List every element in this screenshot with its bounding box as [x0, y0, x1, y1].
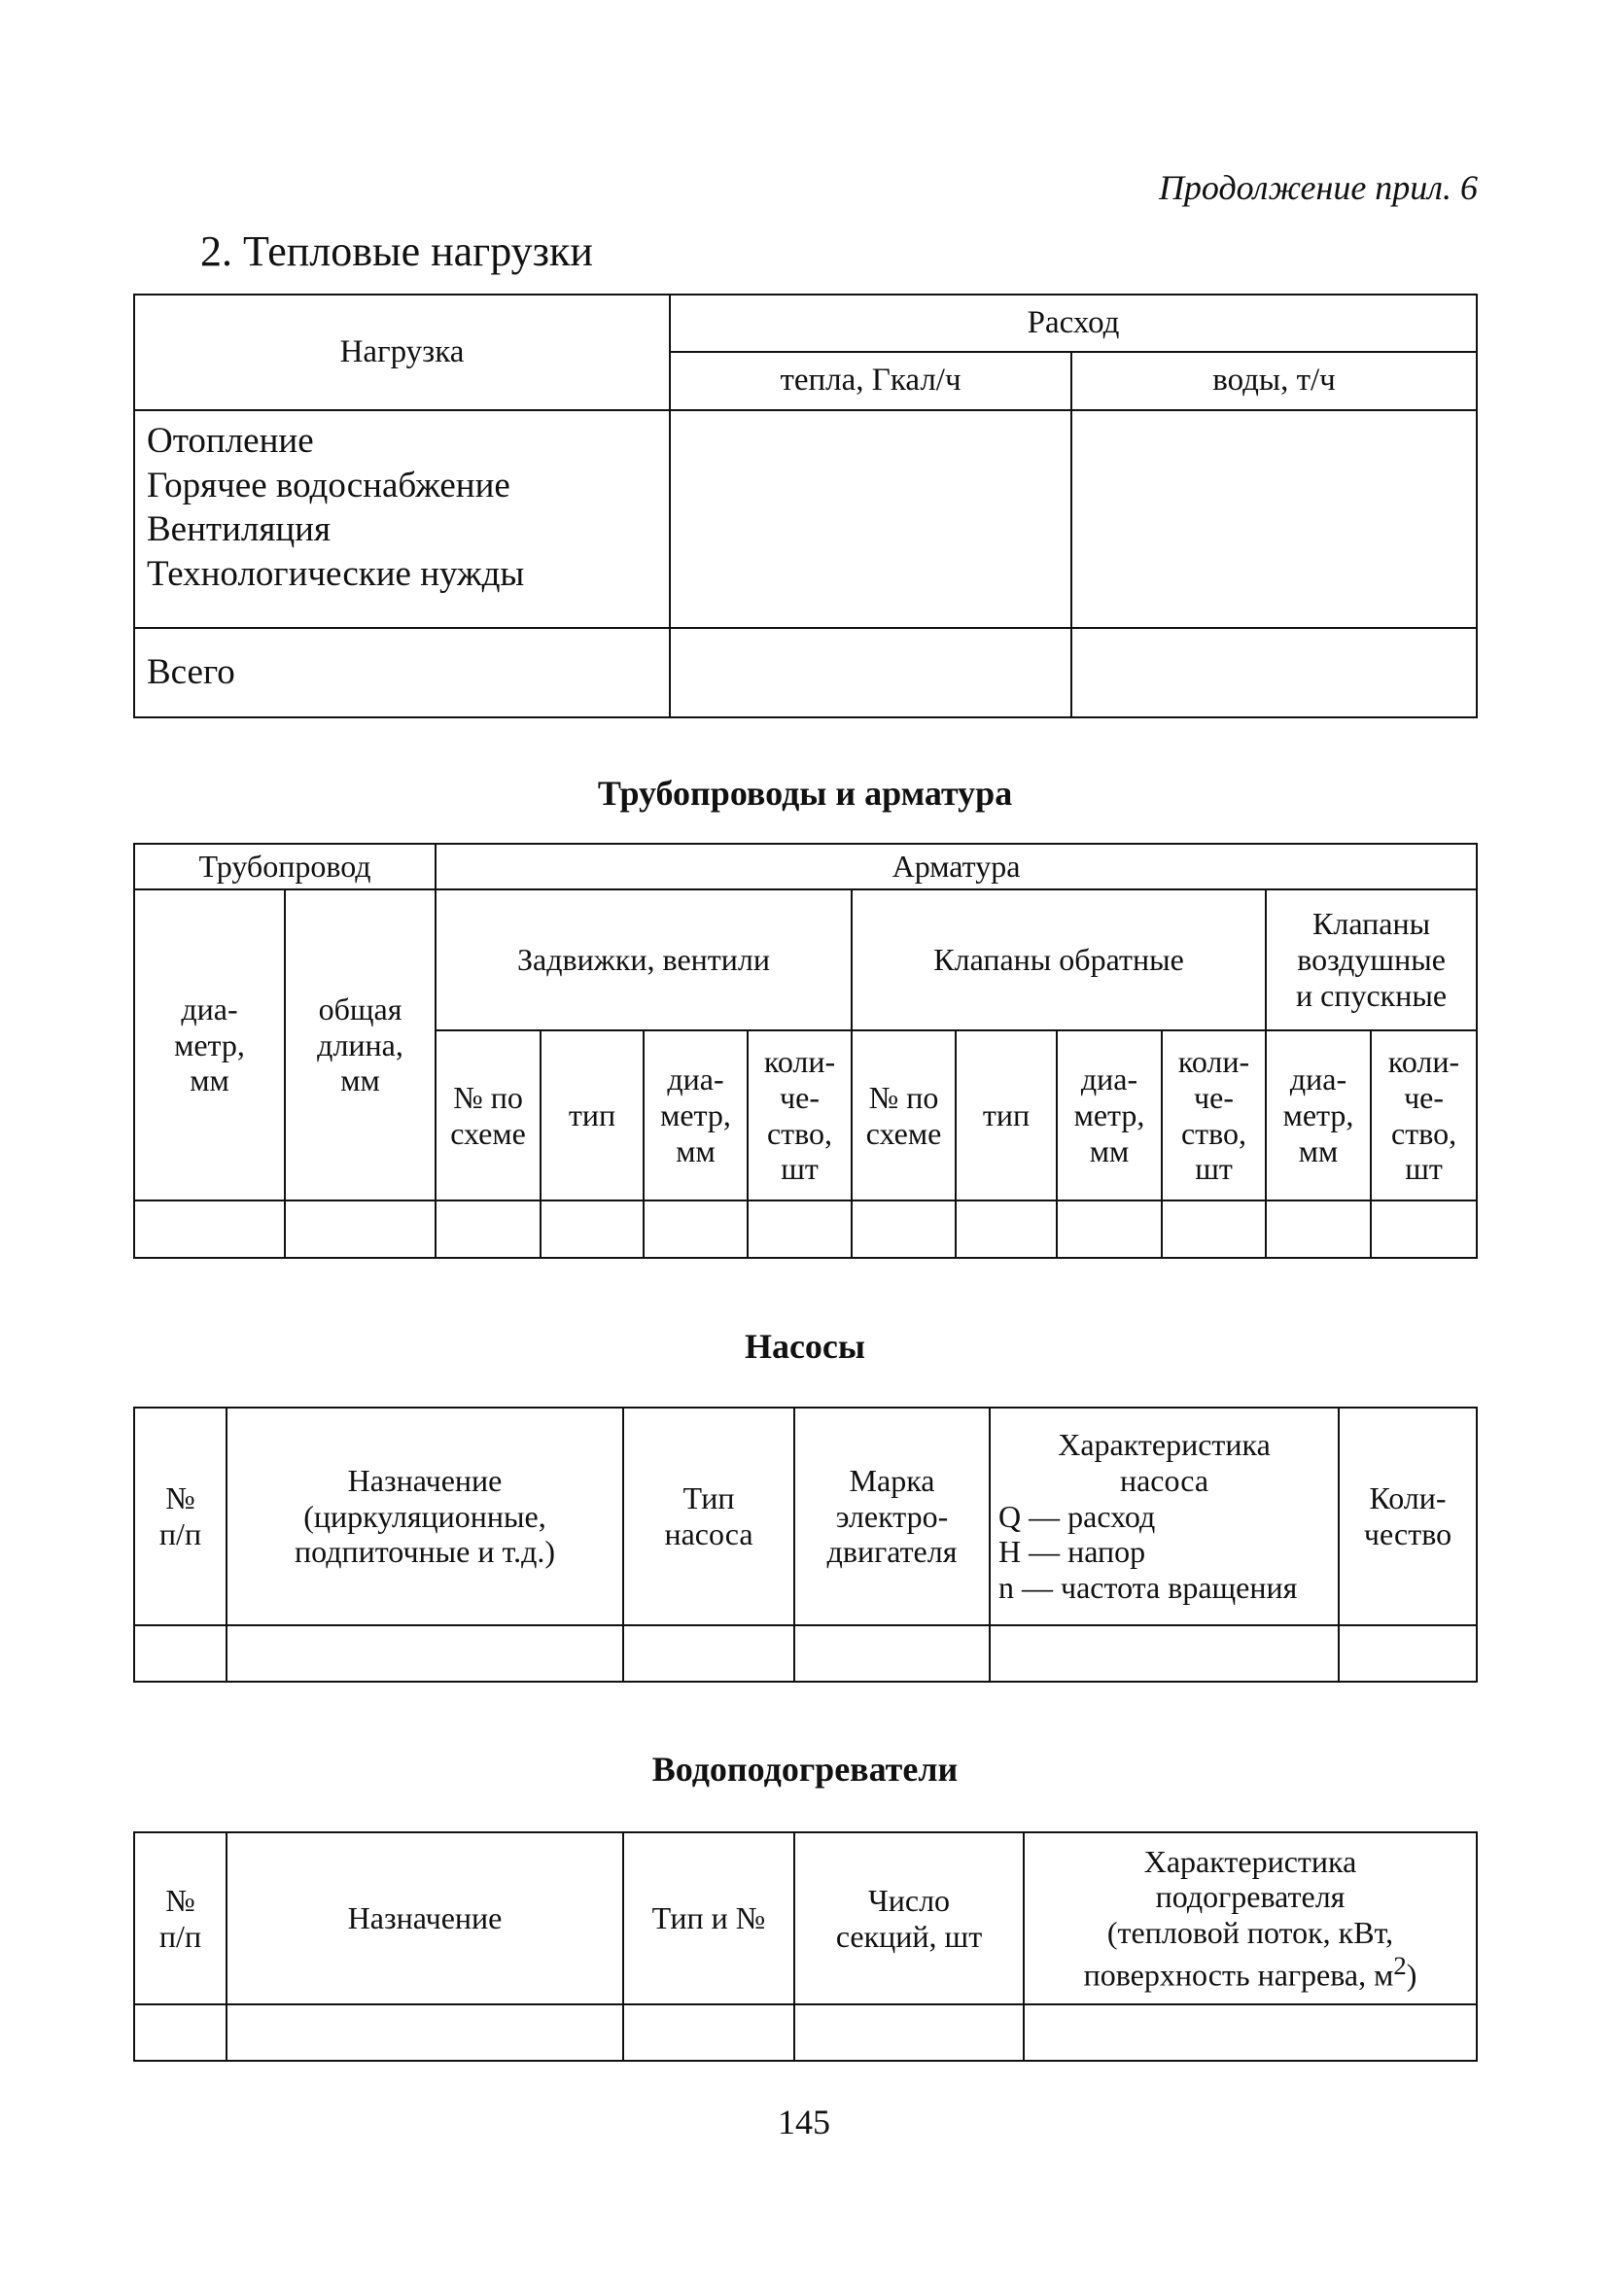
- load-types-cell: [134, 410, 670, 628]
- table-cell[interactable]: [541, 1200, 644, 1258]
- heater-char-text: Характеристика подогревателя (тепловой поток, кВт, поверхность нагрева, м: [1083, 1843, 1394, 1993]
- table-cell[interactable]: [227, 2004, 623, 2061]
- table-cell[interactable]: [1266, 1200, 1371, 1258]
- pump-type-header: Тип насоса: [623, 1408, 794, 1625]
- heater-no-header: № п/п: [134, 1832, 227, 2004]
- pump-quantity-header: Коли- чество: [1339, 1408, 1477, 1625]
- pump-char-title: Характеристика насоса: [1058, 1427, 1271, 1498]
- total-label: Всего: [134, 628, 670, 717]
- valves-no-header: № по схеме: [436, 1030, 541, 1200]
- continuation-note: Продолжение прил. 6: [1158, 168, 1478, 207]
- valves-type-header: тип: [541, 1030, 644, 1200]
- pipes-title: Трубопроводы и арматура: [597, 774, 1013, 813]
- col-heat-header: тепла, Гкал/ч: [670, 352, 1071, 410]
- table-cell[interactable]: [623, 2004, 794, 2061]
- table-cell[interactable]: [1339, 1625, 1477, 1682]
- valves-diameter-header: диа- метр, мм: [644, 1030, 748, 1200]
- pipe-length-header: общая длина, мм: [285, 889, 436, 1200]
- fittings-header: Арматура: [436, 844, 1477, 889]
- heater-char-end: ): [1406, 1957, 1417, 1993]
- check-valves-header: Клапаны обратные: [852, 889, 1266, 1030]
- table-cell[interactable]: [794, 1625, 990, 1682]
- table-cell[interactable]: [134, 2004, 227, 2061]
- table-cell[interactable]: [748, 1200, 852, 1258]
- load-row: Технологические нужды: [147, 553, 525, 594]
- table-cell[interactable]: [227, 1625, 623, 1682]
- table-cell[interactable]: [956, 1200, 1057, 1258]
- table-row: [134, 1625, 1477, 1682]
- pump-characteristics-header: [990, 1408, 1339, 1625]
- heaters-table: [133, 1831, 1478, 2062]
- pipe-diameter-header: диа- метр, мм: [134, 889, 285, 1200]
- check-type-header: тип: [956, 1030, 1057, 1200]
- pump-motor-header: Марка электро- двигателя: [794, 1408, 990, 1625]
- table-cell[interactable]: [436, 1200, 541, 1258]
- pump-purpose-header: Назначение (циркуляционные, подпиточные и т.д.): [227, 1408, 623, 1625]
- table-cell[interactable]: [134, 1625, 227, 1682]
- load-row: Отопление: [147, 421, 314, 461]
- heat-value-cell[interactable]: [670, 410, 1071, 628]
- heat-loads-table: [133, 294, 1478, 718]
- air-diameter-header: диа- метр, мм: [1266, 1030, 1371, 1200]
- table-row: [134, 2004, 1477, 2061]
- table-cell[interactable]: [1057, 1200, 1162, 1258]
- water-value-cell[interactable]: [1071, 410, 1477, 628]
- load-row: Горячее водоснабжение: [147, 465, 510, 505]
- pumps-table: [133, 1407, 1478, 1683]
- col-water-header: воды, т/ч: [1071, 352, 1477, 410]
- table-cell[interactable]: [852, 1200, 956, 1258]
- col-load-header: Нагрузка: [134, 295, 670, 410]
- total-heat-cell[interactable]: [670, 628, 1071, 717]
- heater-characteristics-header: [1024, 1832, 1477, 2004]
- table-cell[interactable]: [134, 1200, 285, 1258]
- table-cell[interactable]: [1162, 1200, 1266, 1258]
- heaters-title: Водоподогреватели: [651, 1750, 959, 1789]
- table-cell[interactable]: [1024, 2004, 1477, 2061]
- section-title: 2. Тепловые нагрузки: [200, 227, 593, 275]
- table-cell[interactable]: [644, 1200, 748, 1258]
- air-valves-header: Клапаны воздушные и спускные: [1266, 889, 1477, 1030]
- heater-char-sup: 2: [1393, 1950, 1407, 1980]
- page-number: 145: [778, 2103, 830, 2141]
- table-cell[interactable]: [623, 1625, 794, 1682]
- total-water-cell[interactable]: [1071, 628, 1477, 717]
- pump-no-header: № п/п: [134, 1408, 227, 1625]
- heater-purpose-header: Назначение: [227, 1832, 623, 2004]
- table-cell[interactable]: [794, 2004, 1024, 2061]
- pipes-table: [133, 843, 1478, 1259]
- table-cell[interactable]: [990, 1625, 1339, 1682]
- pumps-title: Насосы: [744, 1327, 866, 1366]
- col-consumption-header: Расход: [670, 295, 1477, 352]
- heater-type-header: Тип и №: [623, 1832, 794, 2004]
- valves-quantity-header: коли- че- ство, шт: [748, 1030, 852, 1200]
- valves-header: Задвижки, вентили: [436, 889, 852, 1030]
- pipeline-header: Трубопровод: [134, 844, 436, 889]
- table-cell[interactable]: [285, 1200, 436, 1258]
- air-quantity-header: коли- че- ство, шт: [1371, 1030, 1477, 1200]
- load-row: Вентиляция: [147, 509, 331, 549]
- heater-sections-header: Число секций, шт: [794, 1832, 1024, 2004]
- check-no-header: № по схеме: [852, 1030, 956, 1200]
- check-diameter-header: диа- метр, мм: [1057, 1030, 1162, 1200]
- table-cell[interactable]: [1371, 1200, 1477, 1258]
- pump-char-list: Q — расход H — напор n — частота вращения: [998, 1498, 1298, 1606]
- table-row: [134, 1200, 1477, 1258]
- check-quantity-header: коли- че- ство, шт: [1162, 1030, 1266, 1200]
